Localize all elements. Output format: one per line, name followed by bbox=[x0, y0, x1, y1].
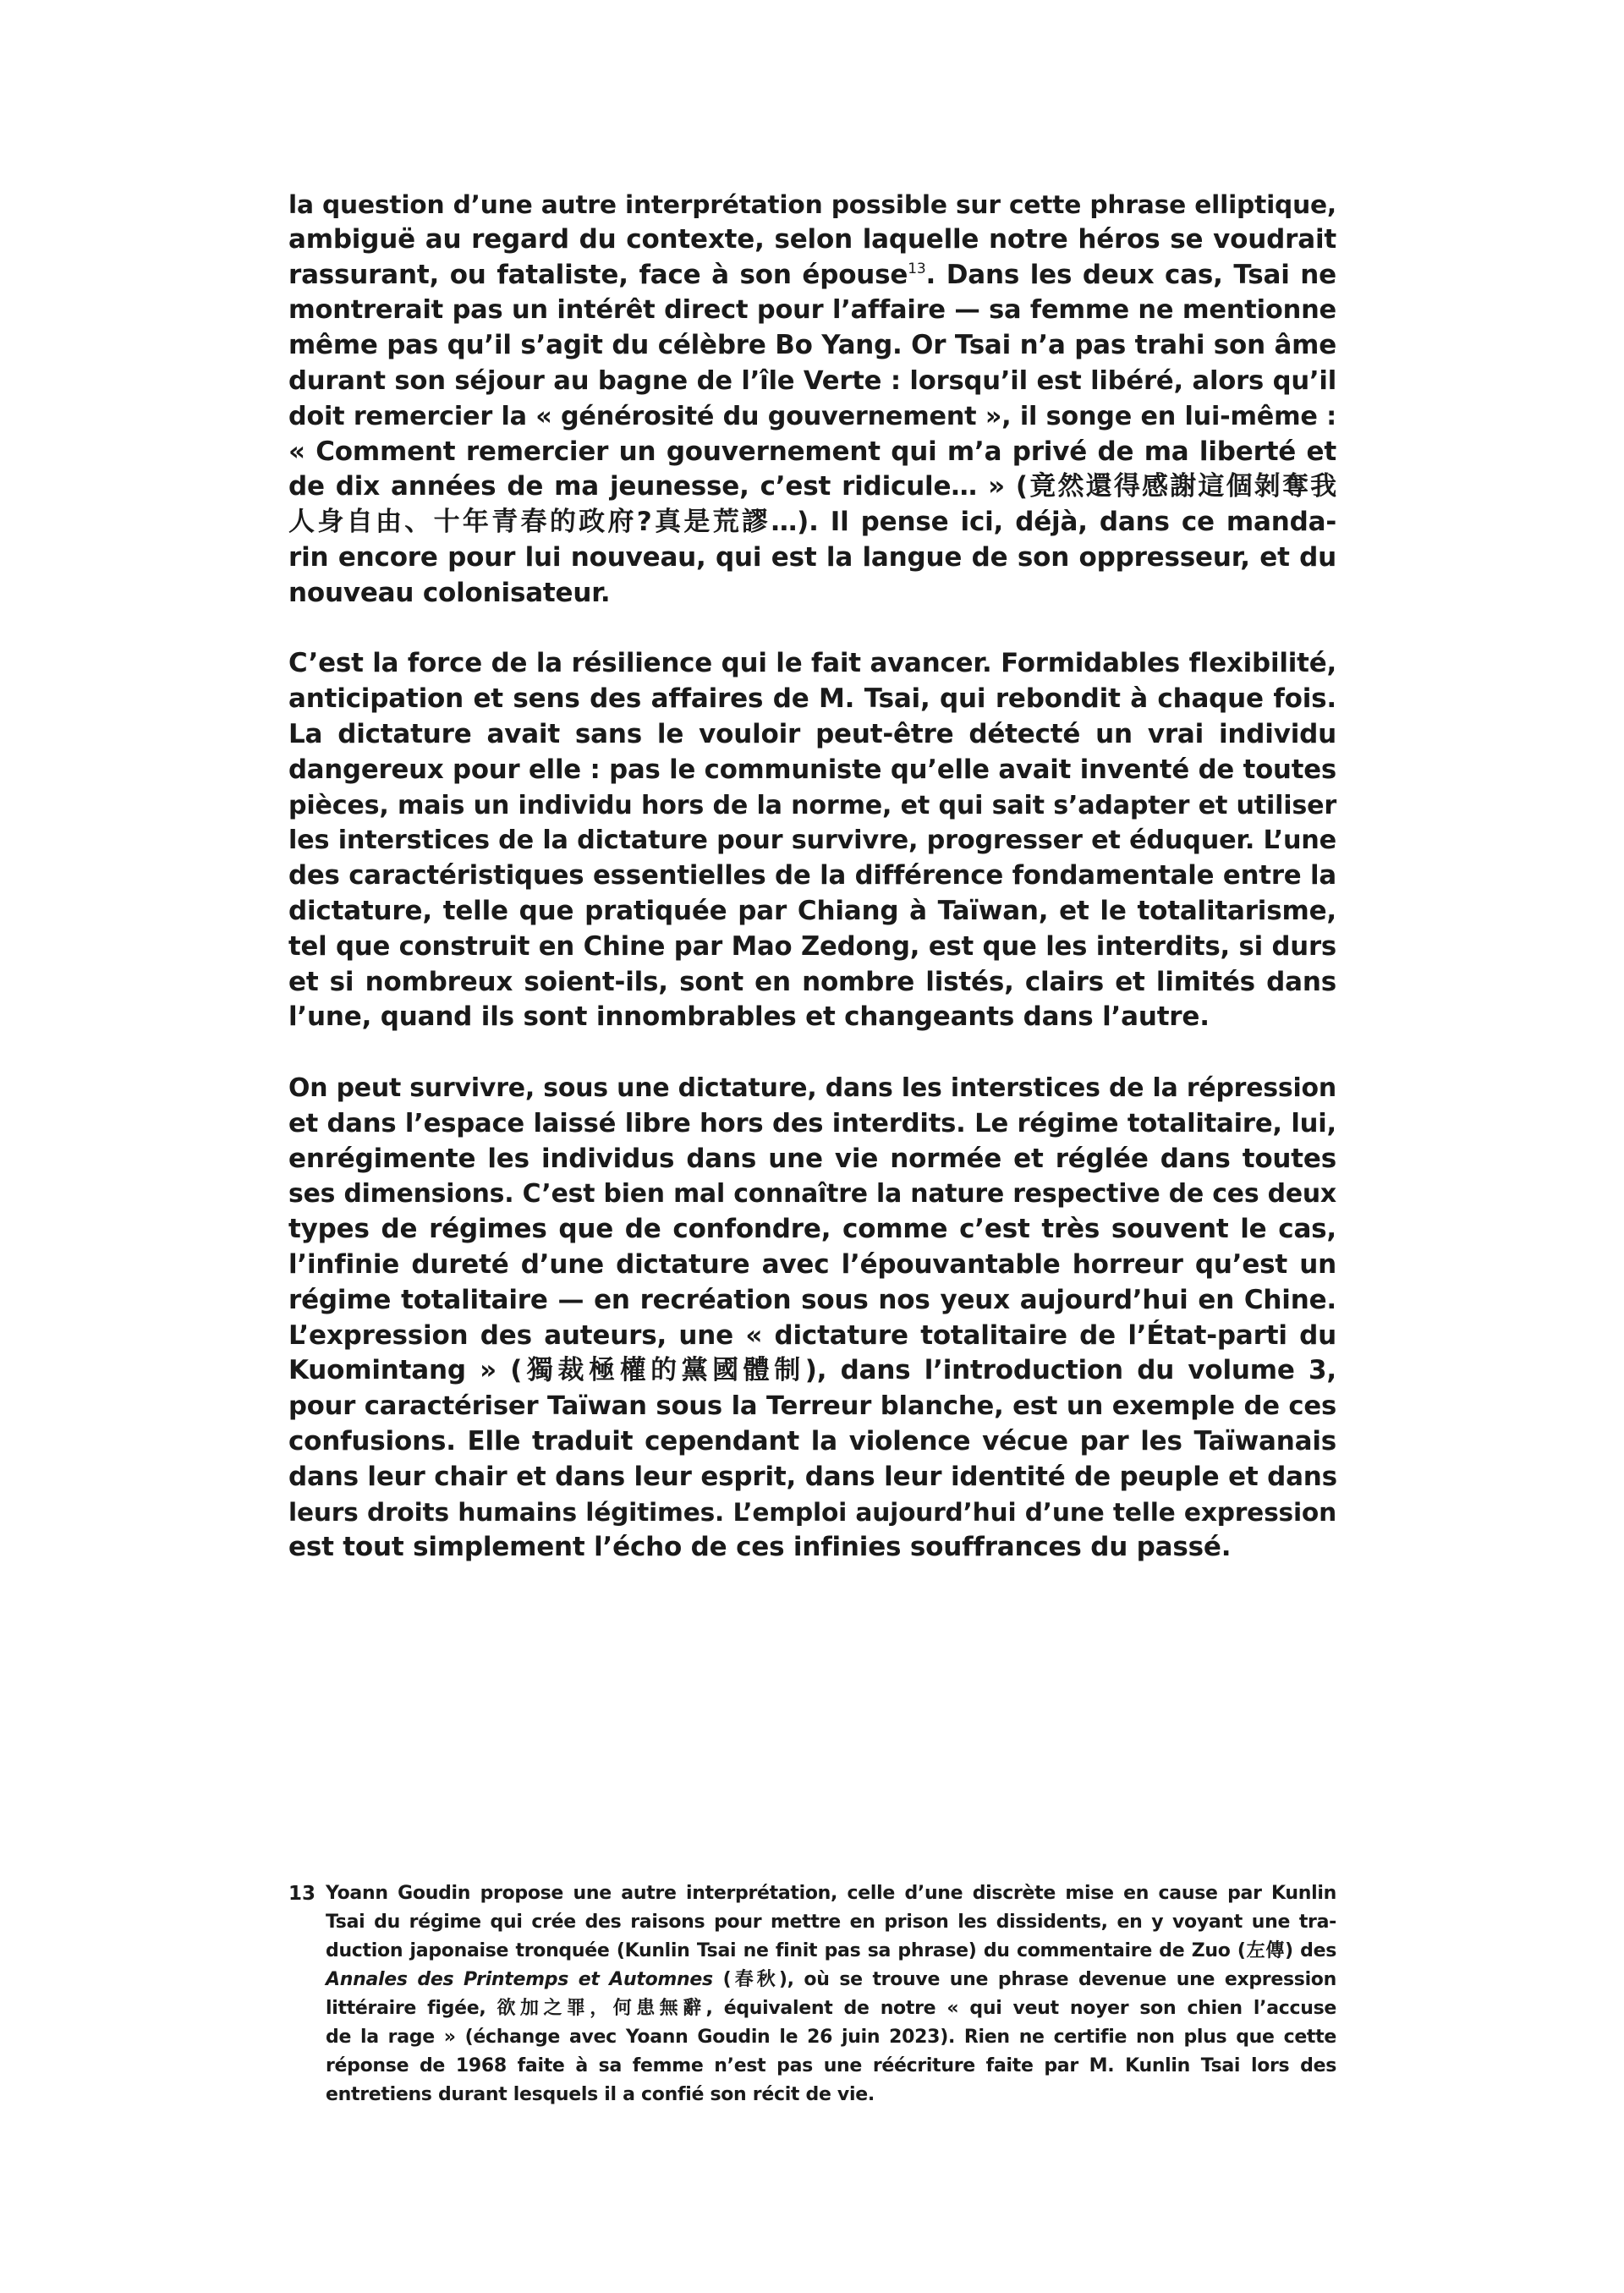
footnote-text bbox=[326, 1879, 1336, 2109]
text-line: des caractéristiques essentielles de la différence fondamentale entre la bbox=[288, 860, 1336, 891]
text-line: et dans l’espace laissé libre hors des interdits. Le régime totalitaire, lui, bbox=[288, 1108, 1336, 1138]
text-line: La dictature avait sans le vouloir peut-être détecté un vrai individu bbox=[288, 718, 1336, 749]
text-line bbox=[288, 258, 1336, 293]
text-line: ses dimensions. C’est bien mal connaître la nature respective de ces deux bbox=[288, 1179, 1336, 1210]
paragraph-1 bbox=[288, 187, 1336, 612]
footnote-line: de la rage » (échange avec Yoann Goudin le 26 juin 2023). Rien ne certifie non plus que cette bbox=[326, 2027, 1336, 2048]
text-line: ambiguë au regard du contexte, selon laquelle notre héros se voudrait bbox=[288, 223, 1336, 255]
text-line: montrerait pas un intérêt direct pour l’affaire — sa femme ne mentionne bbox=[288, 295, 1336, 326]
text-segment: rassurant, ou fataliste, face à son épouse bbox=[288, 259, 908, 290]
text-line: l’infinie dureté d’une dictature avec l’épouvantable horreur qu’est un bbox=[288, 1248, 1336, 1280]
text-line: même pas qu’il s’agit du célèbre Bo Yang. Or Tsai n’a pas trahi son âme bbox=[288, 330, 1336, 361]
text-line: types de régimes que de confondre, comme c’est très souvent le cas, bbox=[288, 1214, 1336, 1245]
text-line: la question d’une autre interprétation possible sur cette phrase elliptique, bbox=[288, 189, 1336, 219]
footnote-line: littéraire figée, 欲加之罪，何患無辭, équivalent de notre « qui veut noyer son chien l’accuse bbox=[326, 1998, 1336, 2019]
text-line: est tout simplement l’écho de ces infinies souffrances du passé. bbox=[288, 1532, 1232, 1563]
text-line: On peut survivre, sous une dictature, dans les interstices de la répression bbox=[288, 1072, 1336, 1103]
footnote-line: duction japonaise tronquée (Kunlin Tsai ne finit pas sa phrase) du commentaire de Zuo (左傳) des bbox=[326, 1940, 1336, 1961]
text-line: rin encore pour lui nouveau, qui est la langue de son oppresseur, et du bbox=[288, 541, 1336, 573]
text-line: durant son séjour au bagne de l’île Verte : lorsqu’il est libéré, alors qu’il bbox=[288, 365, 1336, 396]
text-line: régime totalitaire — en recréation sous nos yeux aujourd’hui en Chine. bbox=[288, 1284, 1336, 1315]
text-line: 人身自由、十年青春的政府?真是荒謬…). Il pense ici, déjà, dans ce manda- bbox=[288, 507, 1336, 538]
text-line: leurs droits humains légitimes. L’emploi aujourd’hui d’une telle expression bbox=[288, 1497, 1336, 1528]
text-segment: (春秋), où se trouve une phrase devenue une expression bbox=[712, 1969, 1336, 1990]
text-line: anticipation et sens des affaires de M. Tsai, qui rebondit à chaque fois. bbox=[288, 683, 1336, 715]
text-line: doit remercier la « générosité du gouvernement », il songe en lui-même : bbox=[288, 401, 1336, 431]
text-line: dictature, telle que pratiquée par Chiang à Taïwan, et le totalitarisme, bbox=[288, 895, 1336, 926]
paragraph-2 bbox=[288, 646, 1336, 1035]
text-line: Kuomintang » (獨裁極權的黨國體制), dans l’introduction du volume 3, bbox=[288, 1355, 1336, 1386]
footnote-line bbox=[326, 1966, 1336, 1994]
book-title: Annales des Printemps et Automnes bbox=[326, 1969, 713, 1990]
text-segment: . Dans les deux cas, Tsai ne bbox=[925, 259, 1336, 290]
footnote-line: réponse de 1968 faite à sa femme n’est pas une réécriture faite par M. Kunlin Tsai lors des bbox=[326, 2055, 1336, 2076]
footnote-reference[interactable]: 13 bbox=[908, 260, 926, 277]
text-line: tel que construit en Chine par Mao Zedong, est que les interdits, si durs bbox=[288, 930, 1336, 962]
body-text bbox=[288, 187, 1336, 1601]
paragraph-3 bbox=[288, 1071, 1336, 1566]
text-line: dangereux pour elle : pas le communiste qu’elle avait inventé de toutes bbox=[288, 754, 1336, 785]
text-line: « Comment remercier un gouvernement qui m’a privé de ma liberté et bbox=[288, 436, 1336, 467]
text-line: dans leur chair et dans leur esprit, dans leur identité de peuple et dans bbox=[288, 1461, 1337, 1492]
text-line: et si nombreux soient-ils, sont en nombre listés, clairs et limités dans bbox=[288, 966, 1336, 997]
text-line: confusions. Elle traduit cependant la violence vécue par les Taïwanais bbox=[288, 1425, 1336, 1456]
text-line: pour caractériser Taïwan sous la Terreur blanche, est un exemple de ces bbox=[288, 1391, 1336, 1422]
text-line: nouveau colonisateur. bbox=[288, 577, 611, 608]
text-line: l’une, quand ils sont innombrables et changeants dans l’autre. bbox=[288, 1001, 1210, 1033]
footnote-line: entretiens durant lesquels il a confié son récit de vie. bbox=[326, 2084, 875, 2105]
text-line: de dix années de ma jeunesse, c’est ridicule… » (竟然還得感謝這個剝奪我 bbox=[288, 471, 1336, 502]
text-line: C’est la force de la résilience qui le fait avancer. Formidables flexibilité, bbox=[288, 648, 1336, 679]
text-line: les interstices de la dictature pour survivre, progresser et éduquer. L’une bbox=[288, 826, 1336, 856]
text-line: enrégimente les individus dans une vie normée et réglée dans toutes bbox=[288, 1143, 1336, 1174]
text-line: L’expression des auteurs, une « dictature totalitaire de l’État-parti du bbox=[288, 1319, 1336, 1351]
footnote-line: Yoann Goudin propose une autre interprétation, celle d’une discrète mise en cause par Kunlin bbox=[326, 1883, 1336, 1904]
footnote-number: 13 bbox=[288, 1883, 316, 1905]
footnote-line: Tsai du régime qui crée des raisons pour mettre en prison les dissidents, en y voyant une tra- bbox=[326, 1912, 1336, 1933]
text-line: pièces, mais un individu hors de la norme, et qui sait s’adapter et utiliser bbox=[288, 790, 1336, 820]
